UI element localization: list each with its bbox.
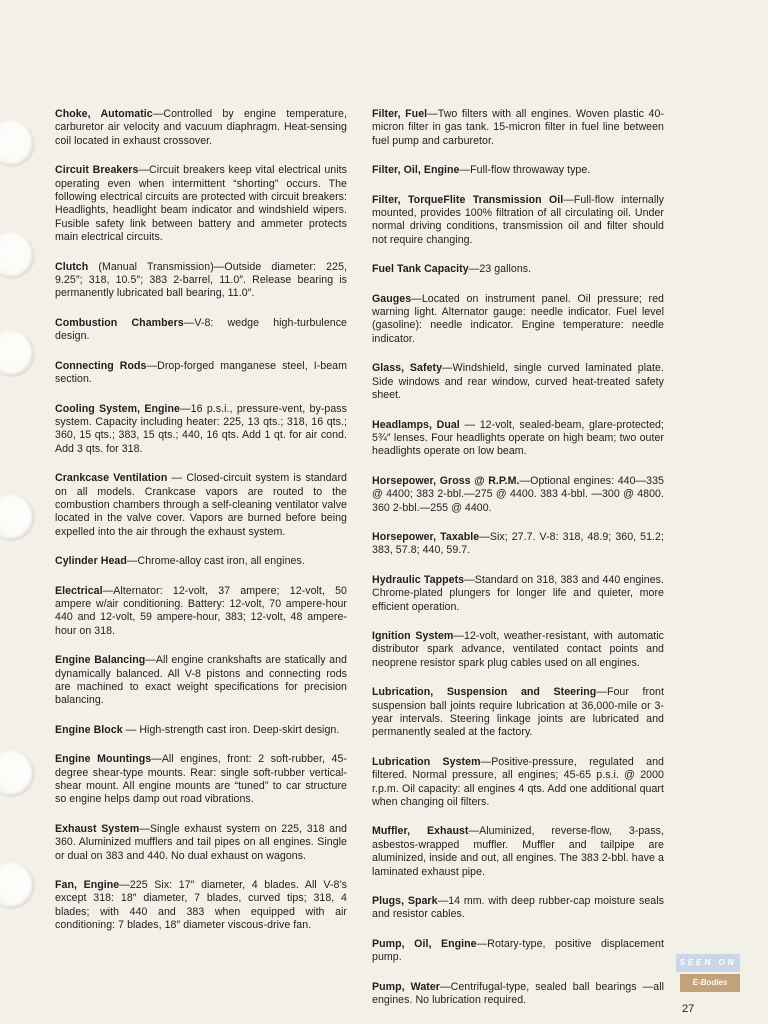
spec-term: Gauges (372, 292, 412, 305)
spec-term: Engine Balancing (55, 654, 146, 667)
spec-term: Combustion Chambers (55, 316, 184, 329)
spec-entry (55, 555, 347, 568)
spec-entry (55, 823, 347, 863)
spec-text: —Full-flow throwaway type. (459, 164, 591, 177)
spec-term: Exhaust System (55, 822, 140, 835)
spec-term: Horsepower, Taxable (372, 530, 480, 543)
spec-entry (55, 108, 347, 148)
spec-entry (372, 108, 664, 148)
binder-hole (0, 862, 34, 908)
spec-text: —Located on instrument panel. Oil pressure; red warning light. Alternator gauge: needle indicator. Fuel level (gasoline): needle indicator. Engine temperature: needle indicator. (372, 292, 664, 345)
spec-term: Connecting Rods (55, 359, 147, 372)
spec-text: —Single exhaust system on 225, 318 and 360. Aluminized mufflers and tail pipes on all engines. Single or dual on 383 and 440. No dual exhaust on wagons. (55, 822, 347, 862)
spec-term: Filter, TorqueFlite Transmission Oil (372, 193, 564, 206)
spec-entry (372, 475, 664, 515)
spec-term: Hydraulic Tappets (372, 573, 465, 586)
spec-term: Pump, Water (372, 980, 440, 993)
spec-text: —All engine crankshafts are statically and dynamically balanced. All V-8 pistons and connecting rods are machined to exact weight specifications for precision balancing. (55, 654, 347, 707)
spec-text: —Rotary-type, positive displacement pump. (372, 937, 664, 964)
spec-term: Clutch (55, 260, 89, 273)
spec-term: Cylinder Head (55, 555, 127, 568)
spec-column-right (372, 108, 664, 1024)
spec-text: —Four front suspension ball joints require lubrication at 36,000-mile or 3-year intervals. Steering linkage joints are lubricated and permanently sealed at the factory. (372, 686, 664, 739)
spec-entry (55, 879, 347, 933)
spec-entry (55, 261, 347, 301)
spec-column-left (55, 108, 347, 949)
spec-entry (372, 938, 664, 965)
spec-text: —Chrome-alloy cast iron, all engines. (126, 555, 305, 568)
spec-entry (372, 194, 664, 248)
spec-entry (55, 317, 347, 344)
watermark-line-2: E-Bodies (680, 974, 740, 992)
spec-term: Circuit Breakers (55, 164, 139, 177)
spec-term: Crankcase Ventilation (55, 472, 168, 485)
spec-text: —Controlled by engine temperature, carburetor air velocity and vacuum diaphragm. Heat-sensing coil located in exhaust crossover. (55, 108, 347, 147)
binder-hole (0, 120, 34, 166)
spec-text: —23 gallons. (468, 263, 532, 276)
spec-text: —225 Six: 17″ diameter, 4 blades. All V-8’s except 318: 18″ diameter, 7 blades, curved tips; 318, 4 blades; with 440 and 383 when equipped with air conditioning: 7 blades, 18″ diameter viscous-drive fan. (55, 879, 347, 932)
spec-term: Lubrication System (372, 755, 481, 768)
spec-text: —Standard on 318, 383 and 440 engines. Chrome-plated plungers for longer life and quieter, more efficient operation. (372, 573, 664, 613)
spec-entry (372, 756, 664, 810)
spec-entry (55, 654, 347, 708)
spec-entry (55, 585, 347, 639)
spec-entry (372, 630, 664, 670)
spec-text: — High-strength cast iron. Deep-skirt design. (122, 723, 340, 736)
spec-term: Engine Block (55, 723, 123, 736)
spec-text: —Circuit breakers keep vital electrical units operating even when intermittent “shorting” occurs. The following electrical circuits are protected with circuit breakers: Headlights, headlight beam indicator and windshield wipers. Fusible safety link between battery and ammeter protects main electrical circuits. (55, 164, 347, 244)
watermark-line-1: SEEN ON (676, 954, 740, 972)
spec-text: —Six; 27.7. V-8: 318, 48.9; 360, 51.2; 383, 57.8; 440, 59.7. (372, 530, 664, 557)
page-number: 27 (682, 1003, 695, 1015)
spec-term: Ignition System (372, 629, 454, 642)
spec-entry (55, 753, 347, 807)
spec-entry (372, 263, 664, 276)
watermark-logo (676, 954, 740, 994)
spec-text: —Windshield, single curved laminated plate. Side windows and rear window, curved heat-treated safety sheet. (372, 362, 664, 402)
spec-text: —Drop-forged manganese steel, I-beam section. (55, 359, 347, 386)
spec-term: Lubrication, Suspension and Steering (372, 686, 597, 699)
spec-text: —Two filters with all engines. Woven plastic 40-micron filter in gas tank. 15-micron filter in fuel line between fuel pump and carburetor. (372, 108, 664, 147)
spec-entry (372, 895, 664, 922)
spec-text: —16 p.s.i., pressure-vent, by-pass system. Capacity including heater: 225, 13 qts.; 318, 16 qts.; 360, 15 qts.; 383, 15 qts.; 440, 16 qts. Add 1 qt. for air cond. Add 3 qts. for 318. (55, 402, 347, 455)
spec-term: Electrical (55, 584, 103, 597)
spec-entry (55, 724, 347, 737)
spec-text: — 12-volt, sealed-beam, glare-protected; 5¾″ lenses. Four headlights operate on high beam; two outer headlights operate on low beam. (372, 418, 664, 458)
spec-text: —14 mm. with deep rubber-cap moisture seals and resistor cables. (372, 895, 664, 921)
spec-entry (55, 403, 347, 457)
spec-term: Filter, Fuel (372, 108, 428, 120)
spec-term: Engine Mountings (55, 753, 152, 766)
binder-hole (0, 494, 34, 540)
spec-term: Choke, Automatic (55, 108, 153, 120)
binder-hole (0, 232, 34, 278)
spec-text: —Positive-pressure, regulated and filtered. Normal pressure, all engines; 45-65 p.s.i. @ 2000 r.p.m. Oil capacity: all engines 4 qts. Add one additional quart when changing oil filters. (372, 755, 664, 809)
spec-term: Glass, Safety (372, 362, 443, 375)
spec-term: Cooling System, Engine (55, 402, 180, 415)
spec-entry (55, 360, 347, 387)
spec-text: (Manual Transmission)—Outside diameter: 225, 9.25″; 318, 10.5″; 383 2-barrel, 11.0″. Release bearing is permanently lubricated ball bearing, 11.0″. (55, 260, 347, 300)
spec-entry (372, 164, 664, 177)
spec-entry (372, 981, 664, 1008)
spec-entry (55, 164, 347, 244)
spec-text: —All engines, front: 2 soft-rubber, 45-degree shear-type mounts. Rear: single soft-rubber vertical-shear mount. All engine mounts are “tuned” to car structure so engine helps damp out road vibrations. (55, 753, 347, 806)
spec-term: Muffler, Exhaust (372, 825, 469, 838)
binder-hole (0, 750, 34, 796)
spec-text: —12-volt, weather-resistant, with automatic distributor spark advance, ventilated contact points and neoprene resistor spark plug cables used on all engines. (372, 629, 665, 669)
spec-entry (372, 686, 664, 740)
spec-text: —Centrifugal-type, sealed ball bearings —all engines. No lubrication required. (372, 980, 664, 1007)
spec-entry (372, 419, 664, 459)
spec-text: —Aluminized, reverse-flow, 3-pass, asbestos-wrapped muffler. Muffler and tailpipe are aluminized, inside and out, all engines. The 383 2-bbl. have a laminated exhaust pipe. (372, 825, 665, 878)
spec-term: Filter, Oil, Engine (372, 164, 460, 177)
spec-term: Headlamps, Dual (372, 418, 460, 431)
spec-entry (372, 574, 664, 614)
spec-text: —Alternator: 12-volt, 37 ampere; 12-volt, 50 ampere w/air conditioning. Battery: 12-volt, 70 ampere-hour 440 and 12-volt, 59 ampere-hour, 383; 12-volt, 48 ampere-hour on 318. (55, 584, 347, 637)
spec-entry (55, 472, 347, 539)
spec-entry (372, 825, 664, 879)
spec-text: — Closed-circuit system is standard on all models. Crankcase vapors are routed to the combustion chambers through a self-cleaning ventilator valve located in the valve cover. Vapors are burned before being expelled into the air through the exhaust system. (55, 472, 347, 538)
spec-entry (372, 362, 664, 402)
spec-term: Horsepower, Gross @ R.P.M. (372, 474, 520, 487)
spec-entry (372, 293, 664, 347)
spec-term: Fan, Engine (55, 879, 120, 892)
spec-term: Fuel Tank Capacity (372, 263, 469, 276)
spec-text: —Full-flow internally mounted, provides 100% filtration of all circulating oil. Under normal driving conditions, transmission oil and filter should not require changing. (372, 193, 664, 246)
spec-text: —V-8: wedge high-turbulence design. (55, 316, 347, 343)
spec-term: Pump, Oil, Engine (372, 937, 477, 950)
spec-term: Plugs, Spark (372, 895, 438, 908)
binder-hole (0, 330, 34, 376)
spec-text: —Optional engines: 440—335 @ 4400; 383 2-bbl.—275 @ 4400. 383 4-bbl. —300 @ 4800. 360 2-bbl.—255 @ 4400. (372, 474, 665, 514)
spec-entry (372, 531, 664, 558)
